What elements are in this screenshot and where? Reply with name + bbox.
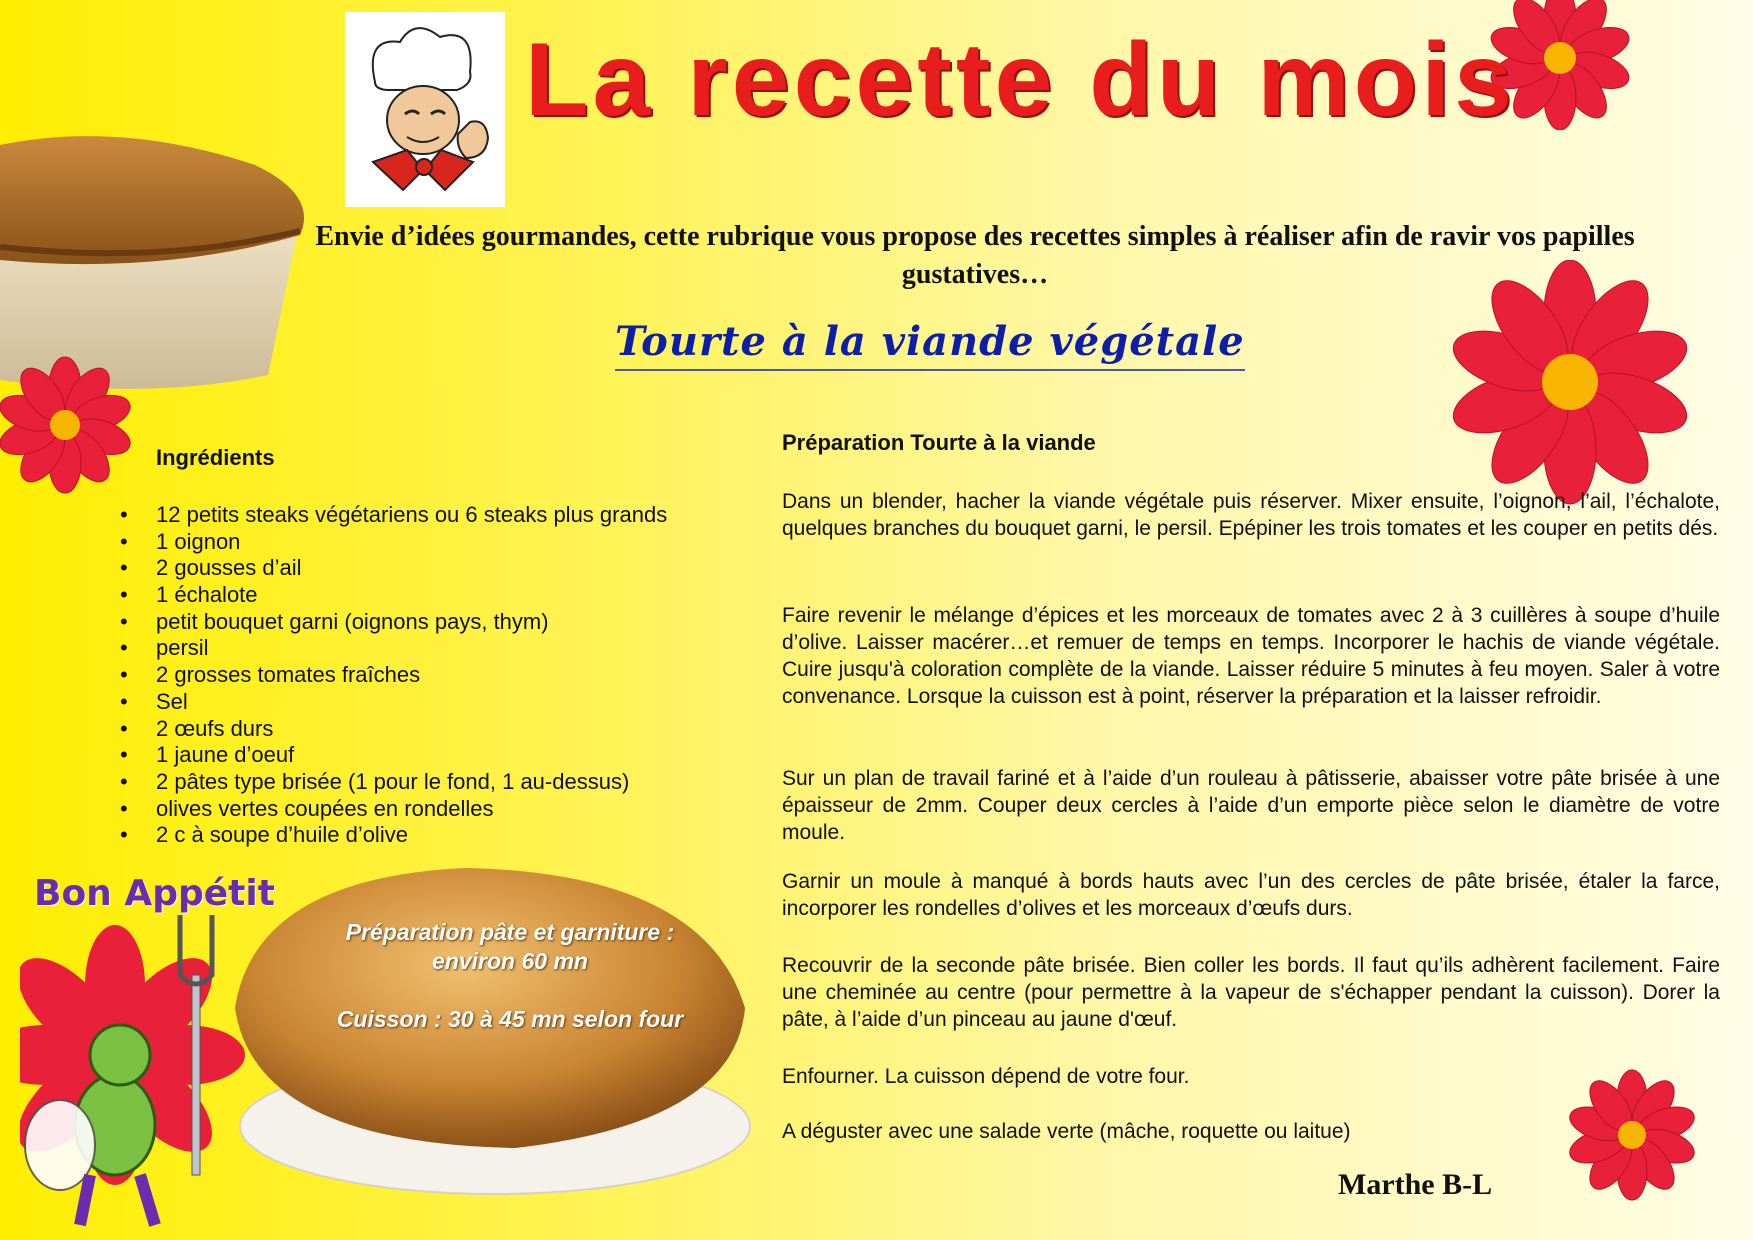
preparation-paragraph: Faire revenir le mélange d’épices et les morceaux de tomates avec 2 à 3 cuillères à soupe d’huile d’olive. Laisser macérer…et remuer de temps en temps. Incorporer le hachis de viande végétale. Cuire jusqu'à coloration complète de la viande. Laisser réduire 5 minutes à feu moyen. Saler à votre convenance. Lorsque la cuisson est à point, réserver la préparation et la laisser refroidir.: [782, 604, 1720, 708]
timing-info: [320, 918, 700, 1034]
ingredient-item: • petit bouquet garni (oignons pays, thym): [120, 608, 549, 634]
ingredient-item: • 2 œufs durs: [120, 715, 274, 741]
ingredient-item: • persil: [120, 635, 209, 661]
chef-image: [345, 12, 505, 207]
intro-text: Envie d’idées gourmandes, cette rubrique vous propose des recettes simples à réaliser afin de ravir vos papilles gustatives…: [315, 221, 1635, 290]
ingredient-item: • olives vertes coupées en rondelles: [120, 795, 494, 821]
ingredient-item: • 2 c à soupe d’huile d’olive: [120, 822, 408, 848]
ingredients-title: Ingrédients: [156, 445, 275, 470]
page-title: La recette du mois: [525, 22, 1516, 138]
bon-appetit-label: Bon Appétit: [34, 873, 275, 914]
preparation-paragraph: Dans un blender, hacher la viande végétale puis réserver. Mixer ensuite, l’oignon, l’ail, l’échalote, quelques branches du bouquet garni, le persil. Epépiner les trois tomates et les couper en petits dés.: [782, 490, 1720, 540]
ingredient-item: • 1 jaune d’oeuf: [120, 742, 295, 768]
ingredient-item: • 2 grosses tomates fraîches: [120, 662, 421, 688]
flower-left-image: [0, 355, 135, 495]
flower-right-image: [1440, 260, 1700, 510]
bee-fork-image: [20, 905, 265, 1235]
ingredient-item: • 1 oignon: [120, 528, 241, 554]
recipe-name: Tourte à la viande végétale: [615, 318, 1245, 371]
ingredient-item: • 12 petits steaks végétariens ou 6 steaks plus grands: [120, 502, 668, 527]
ingredient-item: • 2 gousses d’ail: [120, 555, 302, 581]
preparation-paragraph: Sur un plan de travail fariné et à l’aide d’un rouleau à pâtisserie, abaisser votre pâte brisée à une épaisseur de 2mm. Couper deux cercles à l’aide d’un emporte pièce selon le diamètre de votre moule.: [782, 767, 1720, 844]
ingredients-list: [120, 502, 667, 849]
preparation-title: Préparation Tourte à la viande: [782, 430, 1096, 455]
preparation-paragraph: Recouvrir de la seconde pâte brisée. Bien coller les bords. Il faut qu’ils adhèrent facilement. Faire une cheminée au centre (pour permettre à la vapeur de s'échapper pendant la cuisson). Dorer la pâte, à l’aide d’un pinceau au jaune d'œuf.: [782, 954, 1720, 1031]
ingredient-item: • Sel: [120, 688, 188, 714]
cook-time: Cuisson : 30 à 45 mn selon four: [336, 1006, 684, 1032]
preparation-paragraph: Enfourner. La cuisson dépend de votre four.: [782, 1065, 1190, 1088]
ingredient-item: • 1 échalote: [120, 582, 258, 608]
signature: Marthe B-L: [1338, 1168, 1493, 1201]
preparation-paragraph: A déguster avec une salade verte (mâche, roquette ou laitue): [782, 1120, 1351, 1143]
preparation-paragraph: Garnir un moule à manqué à bords hauts avec l’un des cercles de pâte brisée, étaler la farce, incorporer les rondelles d’olives et les morceaux d’œufs durs.: [782, 870, 1720, 920]
prep-time: Préparation pâte et garniture : environ 60 mn: [345, 919, 675, 974]
ingredient-item: • 2 pâtes type brisée (1 pour le fond, 1 au-dessus): [120, 768, 630, 794]
